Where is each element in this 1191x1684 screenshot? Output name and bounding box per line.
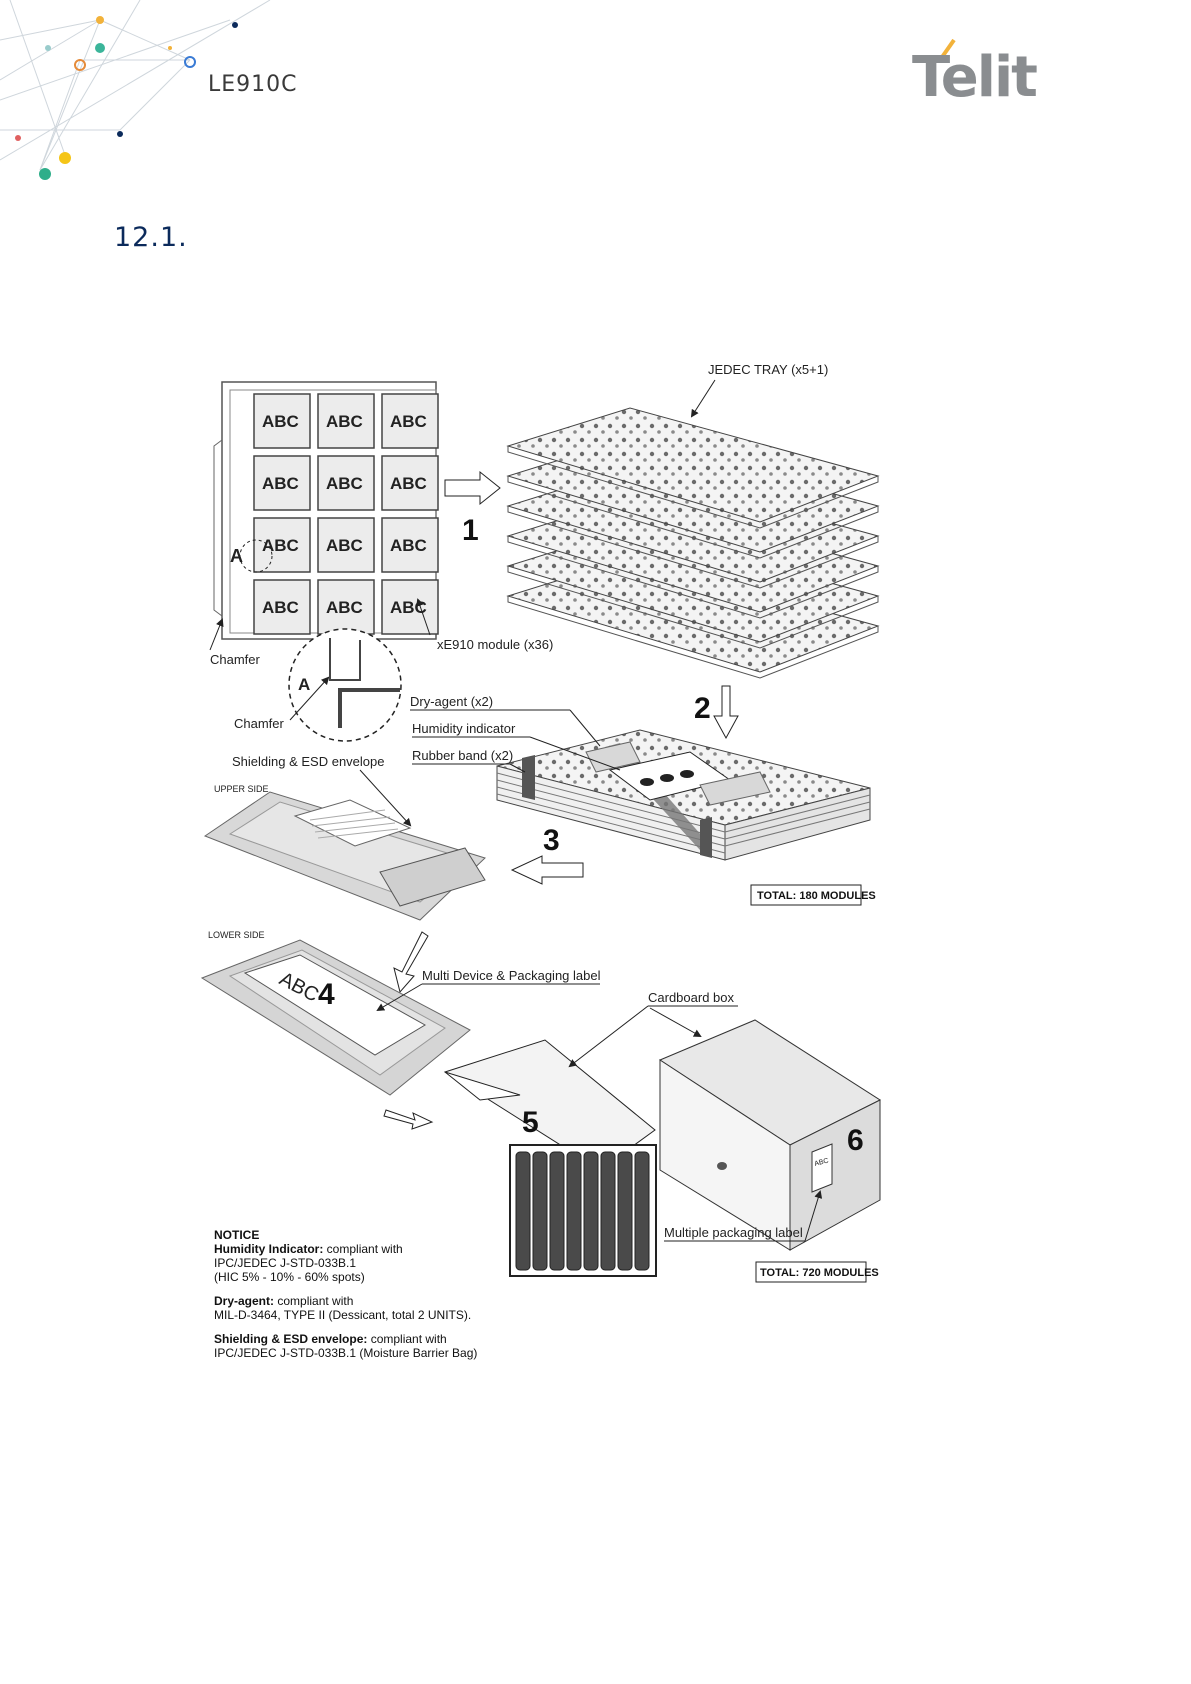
label-shielding-envelope: Shielding & ESD envelope <box>232 754 385 769</box>
step-5: 5 <box>522 1106 539 1139</box>
tray-cell <box>254 456 310 510</box>
tray-top-view <box>214 382 438 639</box>
notice-humidity-body1: compliant with <box>323 1242 403 1256</box>
tray-cell <box>254 580 310 634</box>
box-roll <box>618 1152 632 1270</box>
notice-dry-head: Dry-agent: <box>214 1294 275 1308</box>
telit-logo <box>910 36 1050 110</box>
envelope-label-text: ABC <box>275 967 323 1007</box>
step-3: 3 <box>543 824 560 857</box>
notice-humidity-head: Humidity Indicator: <box>214 1242 324 1256</box>
box-roll <box>584 1152 598 1270</box>
detail-letter-circle: A <box>298 675 311 694</box>
label-upper-side: UPPER SIDE <box>214 784 269 794</box>
box-roll <box>567 1152 581 1270</box>
total-stack: TOTAL: 180 MODULES <box>757 890 876 902</box>
label-cardboard-box: Cardboard box <box>648 990 734 1005</box>
tray-cell <box>382 456 438 510</box>
document-code: LE910C <box>208 72 298 97</box>
label-lower-side: LOWER SIDE <box>208 930 265 940</box>
step-2: 2 <box>694 692 711 725</box>
tray-cell <box>318 580 374 634</box>
detail-letter-tray: A <box>230 546 243 566</box>
box-roll <box>550 1152 564 1270</box>
tray-cell-label: ABC <box>326 474 363 493</box>
header-network-graphic <box>0 0 300 200</box>
envelope-upper-side <box>205 792 485 920</box>
tray-cell-label: ABC <box>390 412 427 431</box>
box-roll <box>635 1152 649 1270</box>
label-jedec-tray: JEDEC TRAY (x5+1) <box>708 362 829 377</box>
label-rubber-band: Rubber band (x2) <box>412 748 514 763</box>
tray-cell-label: ABC <box>326 412 363 431</box>
tray-cell-label: ABC <box>326 536 363 555</box>
label-module: xE910 module (x36) <box>437 637 554 652</box>
label-multiple-packaging: Multiple packaging label <box>664 1225 803 1240</box>
logo-text: Telit <box>912 45 1036 110</box>
tray-cell <box>254 394 310 448</box>
tray-cell <box>382 394 438 448</box>
step-4: 4 <box>318 978 335 1011</box>
tray-cell <box>382 580 438 634</box>
tray-cell <box>318 518 374 572</box>
total-box: TOTAL: 720 MODULES <box>760 1267 879 1279</box>
chamfer-detail <box>289 629 401 741</box>
tray-cell-label: ABC <box>390 474 427 493</box>
label-humidity-indicator: Humidity indicator <box>412 721 516 736</box>
notice-shield-body1: compliant with <box>367 1332 447 1346</box>
envelope-lower-side <box>202 940 470 1095</box>
notice-shield-head: Shielding & ESD envelope: <box>214 1332 368 1346</box>
box-roll <box>601 1152 615 1270</box>
tray-cell-label: ABC <box>390 598 427 617</box>
label-chamfer-2: Chamfer <box>234 716 284 731</box>
section-number: 12.1. <box>114 222 188 253</box>
tray-cell-label: ABC <box>262 412 299 431</box>
notice-humidity-body2: IPC/JEDEC J-STD-033B.1 <box>214 1256 357 1270</box>
label-dry-agent: Dry-agent (x2) <box>410 694 494 709</box>
tray-cell-label: ABC <box>390 536 427 555</box>
tray-cell <box>382 518 438 572</box>
notice-humidity-body3: (HIC 5% - 10% - 60% spots) <box>214 1270 365 1284</box>
tray-cell-label: ABC <box>262 536 299 555</box>
notice-shield-body2: IPC/JEDEC J-STD-033B.1 (Moisture Barrier Bag) <box>214 1346 478 1360</box>
tray-cell-label: ABC <box>326 598 363 617</box>
notice-title: NOTICE <box>214 1228 260 1242</box>
label-chamfer-1: Chamfer <box>210 652 260 667</box>
step-1: 1 <box>462 514 479 547</box>
jedec-tray-stack <box>508 408 878 678</box>
tray-cell <box>318 456 374 510</box>
notice-dry-body1: compliant with <box>274 1294 354 1308</box>
notice-block <box>214 1228 544 1370</box>
box-label-text: ABC <box>813 1157 830 1168</box>
tray-cell-label: ABC <box>262 474 299 493</box>
tray-cell-label: ABC <box>262 598 299 617</box>
notice-dry-body2: MIL-D-3464, TYPE II (Dessicant, total 2 UNITS). <box>214 1308 472 1322</box>
tray-cell <box>254 518 310 572</box>
label-multi-device: Multi Device & Packaging label <box>422 968 601 983</box>
step-6: 6 <box>847 1124 864 1157</box>
tray-cell <box>318 394 374 448</box>
